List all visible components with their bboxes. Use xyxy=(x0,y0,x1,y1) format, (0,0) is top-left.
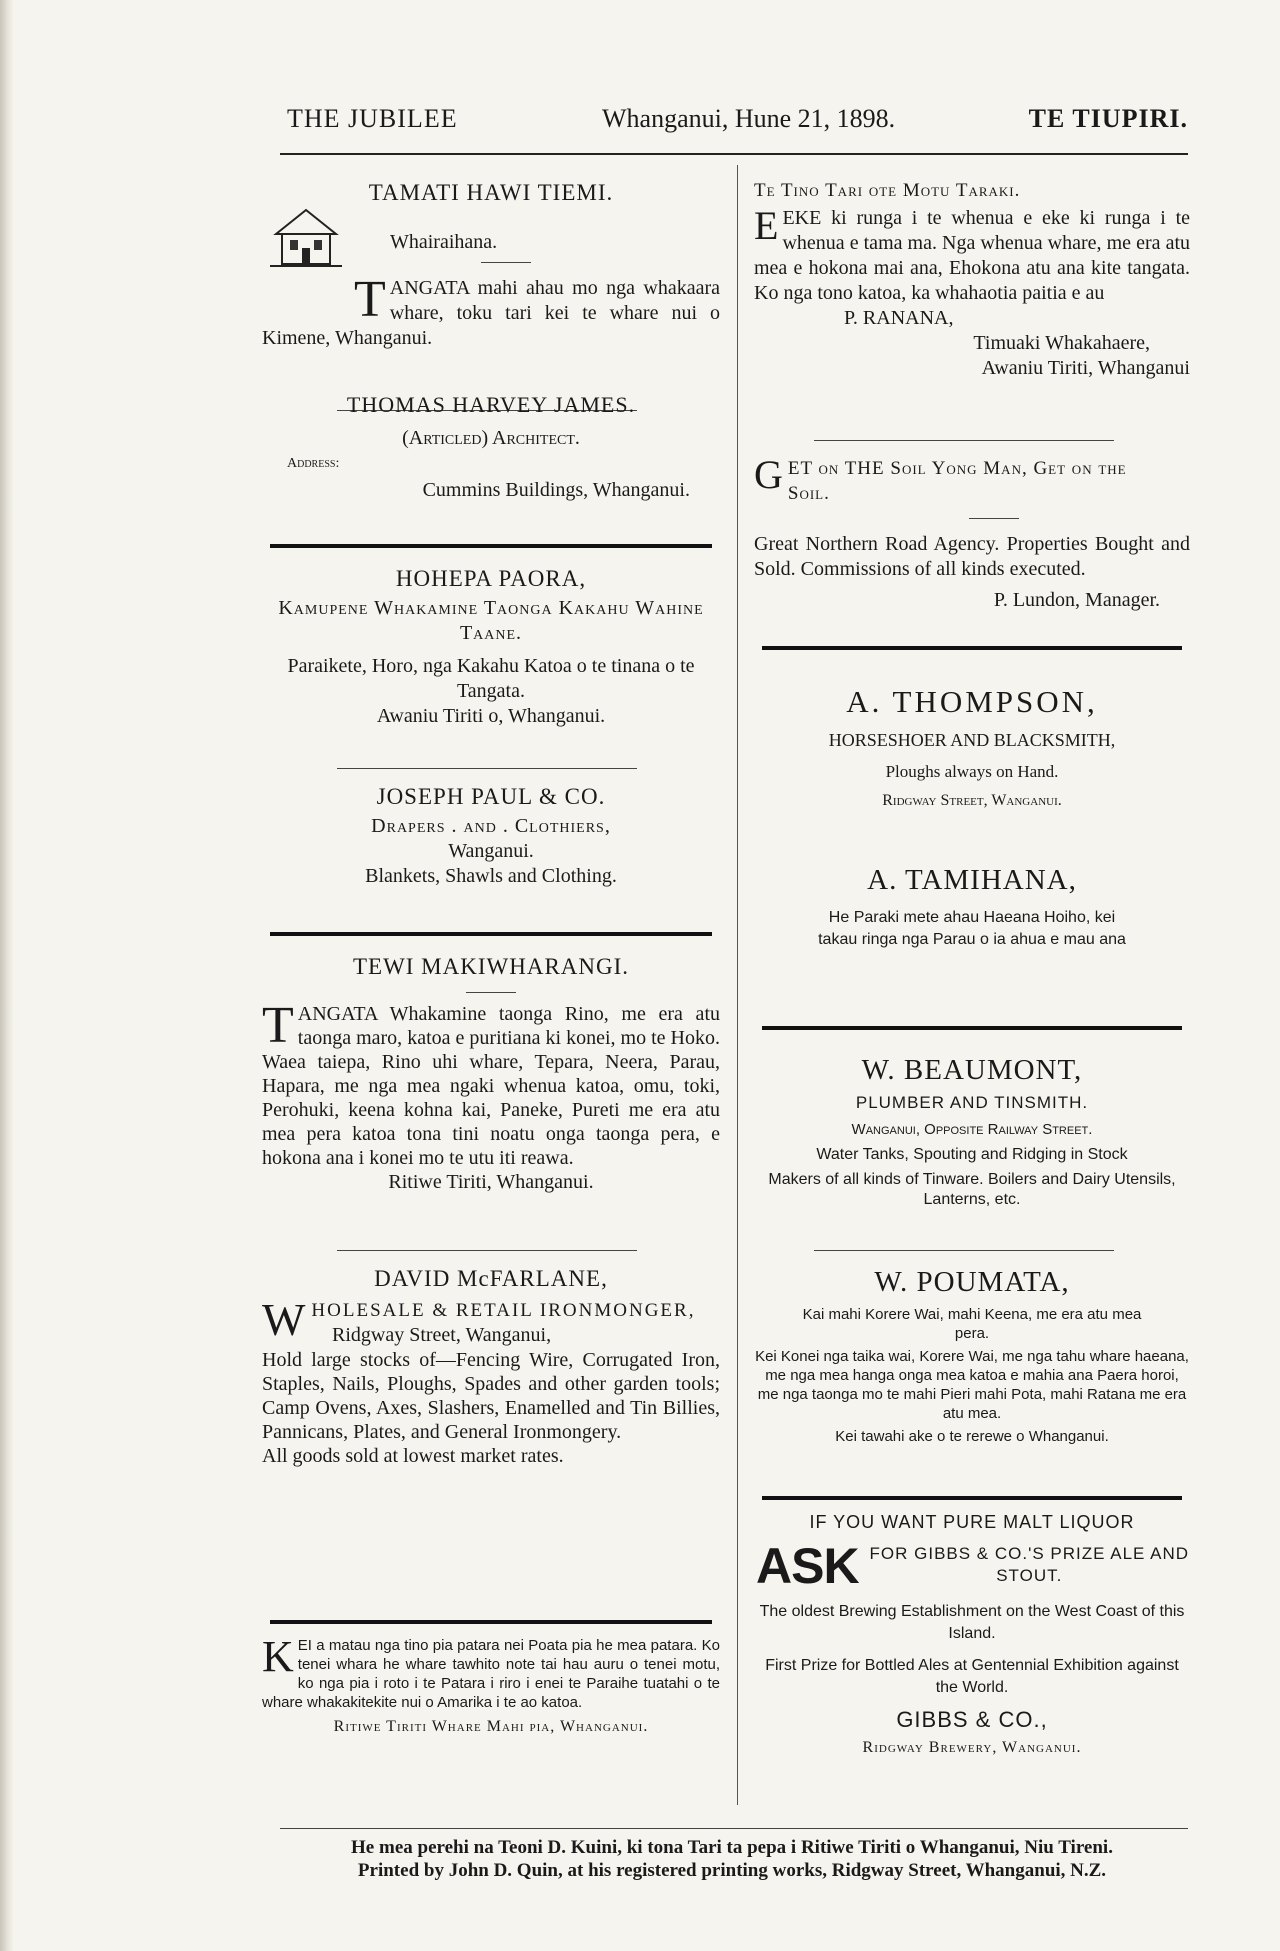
divider-thick xyxy=(270,932,712,936)
ad-beaumont-line1: Water Tanks, Spouting and Ridging in Stock xyxy=(816,1146,1128,1163)
page-edge-shadow xyxy=(0,0,14,1951)
ad-gibbs-headline: IF YOU WANT PURE MALT LIQUOR xyxy=(809,1512,1135,1532)
ad-tino-address: Awaniu Tiriti, Whanganui xyxy=(981,357,1190,379)
ad-tamihana xyxy=(754,864,1190,951)
ad-tino-text: EKE ki runga i te whenua e eke ki runga i te whenua e tama ma. Nga whenua whare, me era atu mea e hokona mai ana, Ehokona atu ana kite tangata. Ko nga tono katoa, ka whahaotia paitia e au xyxy=(754,207,1190,304)
ad-david-trade: HOLESALE & RETAIL IRONMONGER, xyxy=(311,1300,696,1321)
ad-hohepa-body: Paraikete, Horo, nga Kakahu Katoa o te tinana o te Tangata. xyxy=(287,655,695,702)
footer-rule xyxy=(280,1828,1188,1829)
ad-beaumont-line2: Makers of all kinds of Tinware. Boilers and Dairy Utensils, Lanterns, etc. xyxy=(768,1171,1176,1208)
ad-thompson-name: A. THOMPSON, xyxy=(846,684,1098,719)
ad-tewi-text: ANGATA Whakamine taonga Rino, me era atu taonga maro, katoa e puritiana ki konei, mo te Hoko. Waea taiepa, Rino uhi whare, Tepara, Neera, Parau, Hapara, me nga mea ngaki whenua katoa, omu, toki, Perohuki, keena kohna kai, Paneke, Pureti me era atu mea pera katoa tona tini noatu onga taonga pera, e hokona ana i konei mo te utu iti reawa. xyxy=(262,1003,720,1169)
ad-poumata-line3: Kei tawahi ake o te rerewe o Whanganui. xyxy=(835,1428,1109,1445)
footer-line-english: Printed by John D. Quin, at his registered printing works, Ridgway Street, Whanganui, N.Z. xyxy=(357,1860,1107,1881)
ad-kei-matau xyxy=(262,1632,720,1736)
ad-tamihana-body: He Paraki mete ahau Haeana Hoiho, kei takau ringa nga Parau o ia ahua e mau ana xyxy=(818,909,1126,948)
ad-thompson-line: Ploughs always on Hand. xyxy=(885,762,1059,781)
ad-kei-text: EI a matau nga tino pia patara nei Poata pia he mea patara. Ko tenei whara he whare tawhito note tai hau auru o tenei motu, ko nga pia i roto i te Patara i riro i enei te Paraihe tuatahi o te whare whakakitekite nui o Amarika i te ao katoa. xyxy=(262,1637,720,1711)
ad-thomas-address: Cummins Buildings, Whanganui. xyxy=(422,479,690,501)
ad-hohepa xyxy=(262,566,720,729)
divider-thick xyxy=(762,1026,1182,1030)
ad-thomas-name: THOMAS HARVEY JAMES. xyxy=(346,392,636,417)
ad-joseph-goods: Blankets, Shawls and Clothing. xyxy=(365,865,617,887)
ad-gibbs-ask-rest: FOR GIBBS & CO.'S PRIZE ALE AND STOUT. xyxy=(869,1544,1190,1585)
ad-hohepa-name: HOHEPA PAORA, xyxy=(395,566,587,591)
ad-tewi-body xyxy=(262,997,720,1170)
ad-beaumont-address: Wanganui, Opposite Railway Street. xyxy=(851,1121,1093,1138)
ad-tamihana-name: A. TAMIHANA, xyxy=(867,864,1077,896)
ad-northern-body: Great Northern Road Agency. Properties Bought and Sold. Commissions of all kinds executed. xyxy=(754,533,1190,580)
ad-joseph-trade: Drapers . and . Clothiers, xyxy=(371,815,611,837)
ad-gibbs xyxy=(754,1512,1190,1757)
ad-tino-body xyxy=(754,203,1190,306)
ad-david-street: Ridgway Street, Wanganui, xyxy=(332,1324,552,1346)
ad-thompson-address: Ridgway Street, Wanganui. xyxy=(882,792,1062,809)
ad-tino-signer: P. RANANA, xyxy=(844,307,954,329)
ad-gibbs-name: GIBBS & CO., xyxy=(896,1707,1048,1732)
masthead xyxy=(282,104,1188,140)
drop-cap: G xyxy=(754,452,784,497)
ad-tino-role: Timuaki Whakahaere, xyxy=(973,332,1150,354)
ad-tino-title: Te Tino Tari ote Motu Taraki. xyxy=(754,180,1021,201)
divider-thick xyxy=(762,646,1182,650)
ad-tamati-name: TAMATI HAWI TIEMI. xyxy=(368,180,614,205)
divider xyxy=(814,440,1114,441)
drop-cap: T xyxy=(354,271,386,328)
ad-thomas xyxy=(262,392,720,503)
drop-cap: E xyxy=(754,203,779,248)
drop-cap: W xyxy=(262,1294,308,1345)
house-illustration-icon xyxy=(270,206,342,270)
ad-great-northern xyxy=(754,532,1190,613)
drop-cap: K xyxy=(262,1632,294,1681)
divider xyxy=(481,262,531,263)
ad-get-on-the-soil xyxy=(754,452,1190,506)
ad-hohepa-address: Awaniu Tiriti o, Whanganui. xyxy=(376,705,606,727)
ad-tamati-body xyxy=(262,271,720,351)
ad-thompson xyxy=(754,684,1190,810)
divider xyxy=(969,518,1019,519)
ad-joseph-paul xyxy=(262,784,720,889)
ad-david-body: Hold large stocks of—Fencing Wire, Corrugated Iron, Staples, Nails, Ploughs, Spades and other garden tools; Camp Ovens, Axes, Slashers, Enamelled and Tin Billies, Pannicans, Plates, and General Ironmongery. xyxy=(262,1349,720,1443)
ad-poumata-name: W. POUMATA, xyxy=(874,1266,1070,1298)
ad-david-name: DAVID McFARLANE, xyxy=(374,1266,608,1291)
footer-line-maori: He mea perehi na Teoni D. Kuini, ki tona Tari ta pepa i Ritiwe Tiriti o Whanganui, Niu Tireni. xyxy=(351,1837,1113,1858)
masthead-title: THE JUBILEE xyxy=(287,104,458,133)
divider xyxy=(814,1250,1114,1251)
ad-beaumont-name: W. BEAUMONT, xyxy=(861,1054,1083,1086)
ad-poumata-line1: Kai mahi Korere Wai, mahi Keena, me era atu mea pera. xyxy=(802,1306,1142,1342)
ad-tewi-address: Ritiwe Tiriti, Whanganui. xyxy=(388,1171,594,1193)
ad-gibbs-address: Ridgway Brewery, Wanganui. xyxy=(862,1739,1082,1756)
ad-david-mcfarlane xyxy=(262,1266,720,1469)
ad-tamati-subtitle: Whairaihana. xyxy=(390,231,498,253)
ad-thomas-address-label: Address: xyxy=(287,456,340,471)
divider xyxy=(337,1250,637,1251)
divider xyxy=(466,992,516,993)
ad-beaumont-trade: PLUMBER AND TINSMITH. xyxy=(855,1093,1089,1112)
ad-poumata xyxy=(754,1266,1190,1446)
ad-hohepa-trade: Kamupene Whakamine Taonga Kakahu Wahine Taane. xyxy=(278,597,704,644)
ad-soil-text xyxy=(754,452,1190,506)
ad-tewi xyxy=(262,954,720,1195)
ad-beaumont xyxy=(754,1054,1190,1210)
ad-tewi-name: TEWI MAKIWHARANGI. xyxy=(352,954,630,979)
ad-gibbs-line1: The oldest Brewing Establishment on the West Coast of this Island. xyxy=(759,1603,1185,1642)
ad-kei-address: Ritiwe Tiriti Whare Mahi pia, Whanganui. xyxy=(333,1718,649,1735)
divider xyxy=(337,768,637,769)
ad-thompson-trade: HORSESHOER AND BLACKSMITH, xyxy=(828,730,1116,750)
ad-soil-line1: ET on THE Soil Yong Man, Get on the xyxy=(787,458,1127,479)
ad-gibbs-ask: ASK xyxy=(756,1543,859,1589)
ad-gibbs-ask-row xyxy=(754,1543,1190,1589)
ad-thomas-subtitle: (Articled) Architect. xyxy=(402,427,580,449)
drop-cap: T xyxy=(262,997,294,1054)
ad-joseph-town: Wanganui. xyxy=(448,840,534,862)
ad-northern-signer: P. Lundon, Manager. xyxy=(993,589,1160,611)
masthead-rule xyxy=(280,153,1188,155)
ad-david-closing: All goods sold at lowest market rates. xyxy=(262,1445,564,1467)
masthead-title-maori: TE TIUPIRI. xyxy=(1028,104,1188,133)
imprint-footer xyxy=(262,1836,1202,1882)
divider-thick xyxy=(270,1620,712,1624)
masthead-dateline: Whanganui, Hune 21, 1898. xyxy=(602,104,896,133)
ad-kei-body xyxy=(262,1632,720,1712)
ad-soil-line2: Soil. xyxy=(787,483,830,504)
ad-tamati xyxy=(262,180,720,349)
ad-te-tino-tari xyxy=(754,180,1190,381)
ad-poumata-line2: Kei Konei nga taika wai, Korere Wai, me nga tahu whare haeana, me nga mea hanga onga mea katoa e mahia ana Paera horoi, me nga taonga mo te mahi Pieri mahi Pota, mahi Ratana me era atu mea. xyxy=(755,1348,1189,1422)
ad-gibbs-line2: First Prize for Bottled Ales at Gentennial Exhibition against the World. xyxy=(765,1657,1179,1696)
divider-thick xyxy=(270,544,712,548)
divider-thick xyxy=(762,1496,1182,1500)
ad-tamati-text: ANGATA mahi ahau mo nga whakaara whare, toku tari kei te whare nui o Kimene, Whanganui. xyxy=(262,277,720,349)
ad-joseph-name: JOSEPH PAUL & CO. xyxy=(376,784,606,809)
column-divider xyxy=(737,165,738,1805)
